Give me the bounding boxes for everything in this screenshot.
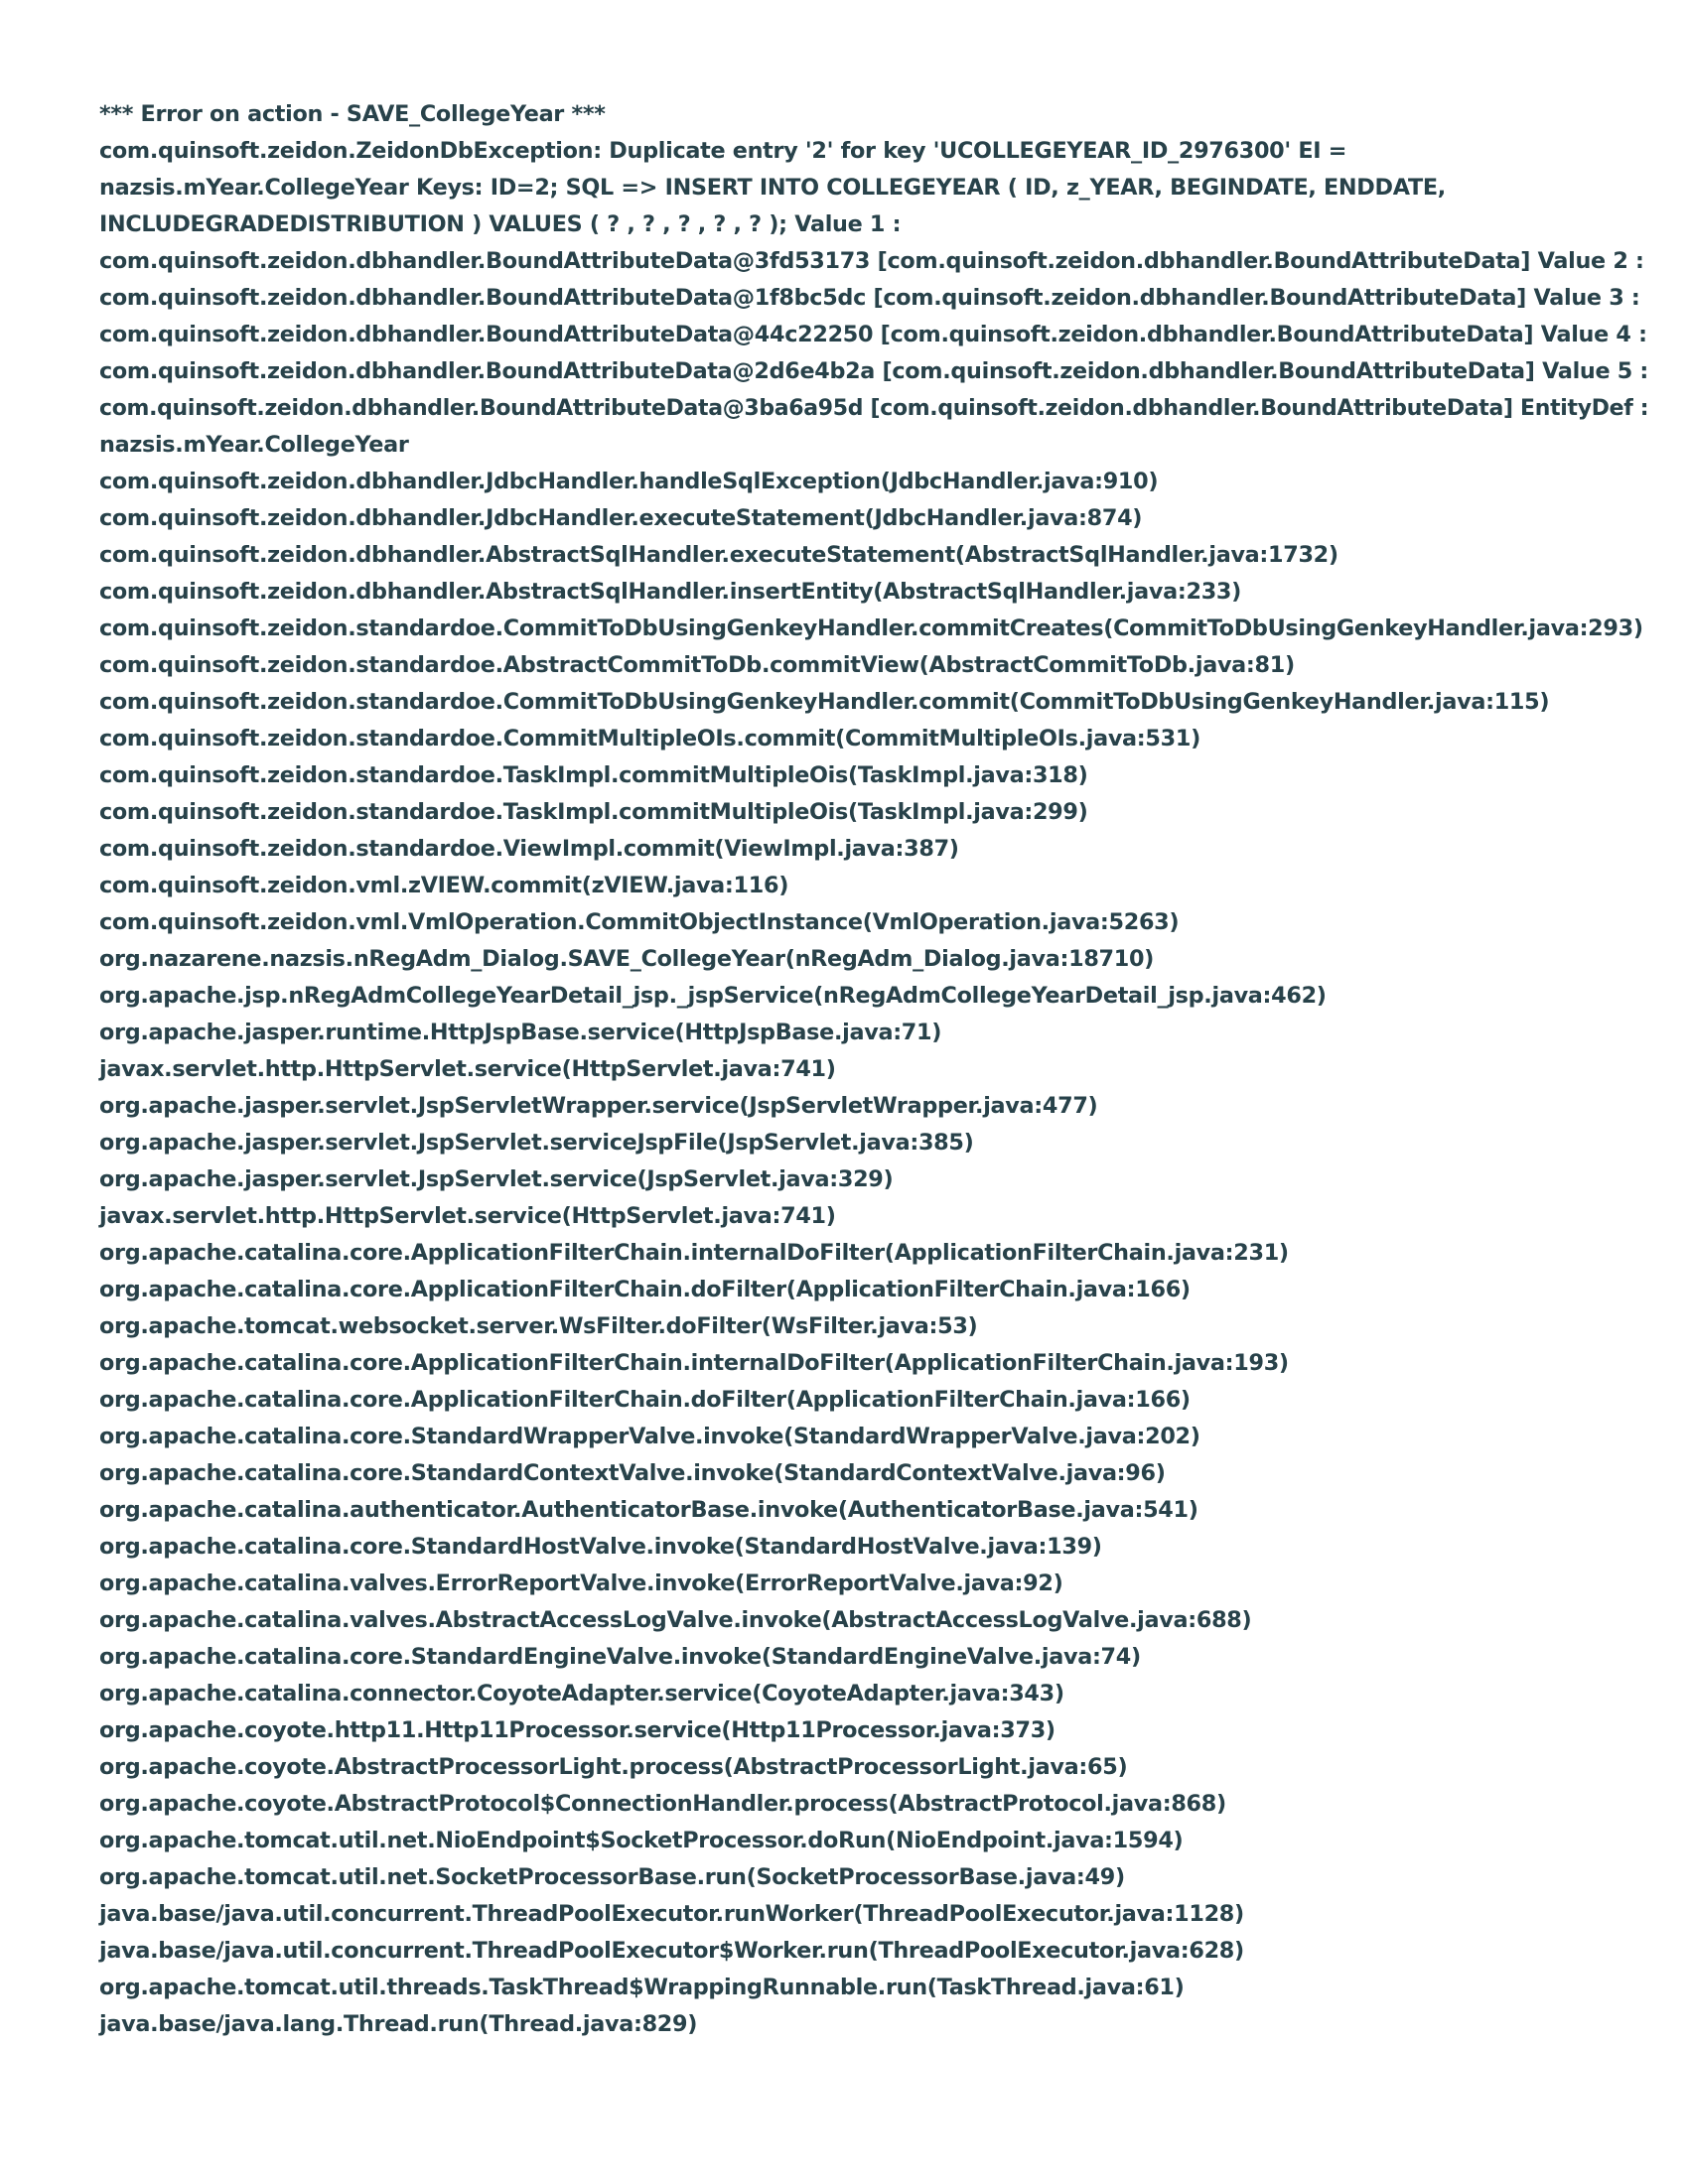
stack-trace-line: org.apache.coyote.http11.Http11Processor.service(Http11Processor.java:373): [99, 1717, 1055, 1743]
stack-trace-line: org.apache.catalina.connector.CoyoteAdapter.service(CoyoteAdapter.java:343): [99, 1681, 1064, 1706]
stack-trace-line: com.quinsoft.zeidon.standardoe.CommitToDbUsingGenkeyHandler.commitCreates(CommitToDbUsingGenkeyHandler.java:293): [99, 615, 1643, 641]
exception-message-line: com.quinsoft.zeidon.dbhandler.BoundAttributeData@2d6e4b2a [com.quinsoft.zeidon.dbhandler.BoundAttributeData] Value 5 :: [99, 358, 1649, 384]
stack-trace-line: org.apache.tomcat.util.net.NioEndpoint$SocketProcessor.doRun(NioEndpoint.java:1594): [99, 1828, 1184, 1853]
exception-message: [99, 133, 1648, 464]
stack-trace-line: org.apache.catalina.core.ApplicationFilterChain.internalDoFilter(ApplicationFilterChain.java:193): [99, 1350, 1289, 1376]
stack-trace-line: org.apache.jasper.servlet.JspServlet.service(JspServlet.java:329): [99, 1166, 894, 1192]
stack-trace-line: java.base/java.util.concurrent.ThreadPoolExecutor$Worker.run(ThreadPoolExecutor.java:628): [99, 1938, 1244, 1964]
stack-trace-line: org.apache.coyote.AbstractProcessorLight.process(AbstractProcessorLight.java:65): [99, 1754, 1128, 1780]
exception-message-line: nazsis.mYear.CollegeYear: [99, 432, 409, 458]
stack-trace-line: org.apache.jasper.runtime.HttpJspBase.service(HttpJspBase.java:71): [99, 1020, 942, 1045]
stack-trace-line: com.quinsoft.zeidon.dbhandler.AbstractSqlHandler.executeStatement(AbstractSqlHandler.java:1732): [99, 542, 1338, 568]
stack-trace-line: javax.servlet.http.HttpServlet.service(HttpServlet.java:741): [99, 1056, 836, 1082]
exception-message-line: INCLUDEGRADEDISTRIBUTION ) VALUES ( ? , ? , ? , ? , ? ); Value 1 :: [99, 211, 902, 237]
stack-trace-line: org.apache.catalina.valves.ErrorReportValve.invoke(ErrorReportValve.java:92): [99, 1570, 1063, 1596]
stack-trace-line: com.quinsoft.zeidon.vml.zVIEW.commit(zVIEW.java:116): [99, 873, 789, 898]
exception-message-line: com.quinsoft.zeidon.dbhandler.BoundAttributeData@3fd53173 [com.quinsoft.zeidon.dbhandler.BoundAttributeData] Value 2 :: [99, 248, 1644, 274]
stack-trace-line: java.base/java.lang.Thread.run(Thread.java:829): [99, 2011, 698, 2037]
stack-trace-line: javax.servlet.http.HttpServlet.service(HttpServlet.java:741): [99, 1203, 836, 1229]
stack-trace-line: org.apache.coyote.AbstractProtocol$ConnectionHandler.process(AbstractProtocol.java:868): [99, 1791, 1226, 1817]
stack-trace-line: com.quinsoft.zeidon.standardoe.TaskImpl.commitMultipleOis(TaskImpl.java:299): [99, 799, 1088, 825]
stack-trace-line: org.apache.jasper.servlet.JspServlet.serviceJspFile(JspServlet.java:385): [99, 1130, 974, 1156]
stack-trace-line: org.apache.tomcat.websocket.server.WsFilter.doFilter(WsFilter.java:53): [99, 1313, 978, 1339]
exception-message-line: com.quinsoft.zeidon.dbhandler.BoundAttributeData@3ba6a95d [com.quinsoft.zeidon.dbhandler.BoundAttributeData] EntityDef :: [99, 395, 1649, 421]
stack-trace-line: com.quinsoft.zeidon.standardoe.TaskImpl.commitMultipleOis(TaskImpl.java:318): [99, 762, 1088, 788]
stack-trace-line: com.quinsoft.zeidon.standardoe.CommitToDbUsingGenkeyHandler.commit(CommitToDbUsingGenkeyHandler.java:115): [99, 689, 1550, 715]
stack-trace: [99, 464, 1648, 2043]
stack-trace-line: com.quinsoft.zeidon.standardoe.ViewImpl.commit(ViewImpl.java:387): [99, 836, 959, 862]
stack-trace-line: org.apache.catalina.core.ApplicationFilterChain.doFilter(ApplicationFilterChain.java:166): [99, 1277, 1191, 1302]
stack-trace-line: org.apache.tomcat.util.net.SocketProcessorBase.run(SocketProcessorBase.java:49): [99, 1864, 1125, 1890]
stack-trace-line: org.apache.catalina.core.StandardWrapperValve.invoke(StandardWrapperValve.java:202): [99, 1424, 1200, 1449]
exception-message-line: com.quinsoft.zeidon.dbhandler.BoundAttributeData@44c22250 [com.quinsoft.zeidon.dbhandler.BoundAttributeData] Value 4 :: [99, 322, 1647, 347]
stack-trace-line: com.quinsoft.zeidon.vml.VmlOperation.CommitObjectInstance(VmlOperation.java:5263): [99, 909, 1180, 935]
stack-trace-line: org.apache.catalina.core.StandardHostValve.invoke(StandardHostValve.java:139): [99, 1534, 1102, 1560]
stack-trace-line: com.quinsoft.zeidon.standardoe.CommitMultipleOIs.commit(CommitMultipleOIs.java:531): [99, 726, 1200, 751]
stack-trace-line: org.apache.catalina.core.ApplicationFilterChain.internalDoFilter(ApplicationFilterChain.java:231): [99, 1240, 1289, 1266]
stack-trace-line: org.apache.catalina.valves.AbstractAccessLogValve.invoke(AbstractAccessLogValve.java:688): [99, 1607, 1252, 1633]
stack-trace-line: com.quinsoft.zeidon.dbhandler.JdbcHandler.executeStatement(JdbcHandler.java:874): [99, 505, 1143, 531]
error-title: *** Error on action - SAVE_CollegeYear ***: [99, 101, 606, 127]
exception-message-line: com.quinsoft.zeidon.ZeidonDbException: Duplicate entry '2' for key 'UCOLLEGEYEAR_ID_2976300' EI =: [99, 138, 1347, 164]
stack-trace-line: com.quinsoft.zeidon.standardoe.AbstractCommitToDb.commitView(AbstractCommitToDb.java:81): [99, 652, 1295, 678]
exception-message-line: com.quinsoft.zeidon.dbhandler.BoundAttributeData@1f8bc5dc [com.quinsoft.zeidon.dbhandler.BoundAttributeData] Value 3 :: [99, 285, 1640, 311]
stack-trace-line: org.nazarene.nazsis.nRegAdm_Dialog.SAVE_CollegeYear(nRegAdm_Dialog.java:18710): [99, 946, 1155, 972]
stack-trace-line: java.base/java.util.concurrent.ThreadPoolExecutor.runWorker(ThreadPoolExecutor.java:1128): [99, 1901, 1244, 1927]
stack-trace-line: com.quinsoft.zeidon.dbhandler.JdbcHandler.handleSqlException(JdbcHandler.java:910): [99, 469, 1159, 494]
stack-trace-line: org.apache.jasper.servlet.JspServletWrapper.service(JspServletWrapper.java:477): [99, 1093, 1098, 1119]
stack-trace-line: org.apache.jsp.nRegAdmCollegeYearDetail_jsp._jspService(nRegAdmCollegeYearDetail_jsp.java:462): [99, 983, 1327, 1009]
stack-trace-line: org.apache.catalina.core.StandardEngineValve.invoke(StandardEngineValve.java:74): [99, 1644, 1141, 1670]
stack-trace-line: org.apache.catalina.authenticator.AuthenticatorBase.invoke(AuthenticatorBase.java:541): [99, 1497, 1198, 1523]
exception-message-line: nazsis.mYear.CollegeYear Keys: ID=2; SQL => INSERT INTO COLLEGEYEAR ( ID, z_YEAR, BEGINDATE, ENDDATE,: [99, 175, 1446, 201]
stack-trace-line: org.apache.tomcat.util.threads.TaskThread$WrappingRunnable.run(TaskThread.java:61): [99, 1975, 1185, 2000]
stack-trace-line: org.apache.catalina.core.StandardContextValve.invoke(StandardContextValve.java:96): [99, 1460, 1166, 1486]
stack-trace-line: com.quinsoft.zeidon.dbhandler.AbstractSqlHandler.insertEntity(AbstractSqlHandler.java:233): [99, 579, 1242, 605]
error-document: [99, 96, 1648, 2043]
stack-trace-line: org.apache.catalina.core.ApplicationFilterChain.doFilter(ApplicationFilterChain.java:166): [99, 1387, 1191, 1413]
